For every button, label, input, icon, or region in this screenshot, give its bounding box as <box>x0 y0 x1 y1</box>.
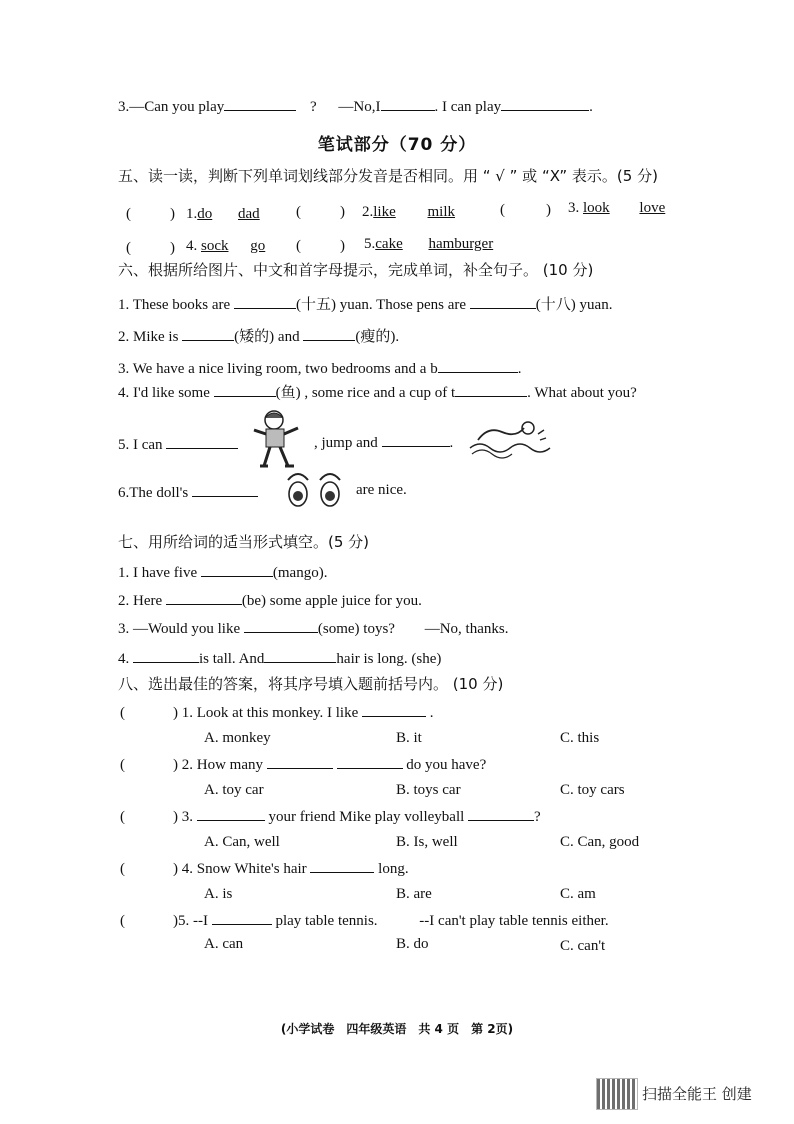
s8-q2-option-c: C. toy cars <box>560 782 625 798</box>
s8-q2-option-b: B. toys car <box>396 782 461 798</box>
s8-q4-option-a: A. is <box>204 886 233 902</box>
s6-line-5b: , jump and . <box>314 432 453 453</box>
page-footer: (小学试卷 四年级英语 共 4 页 第 2页) <box>280 1022 514 1036</box>
s8-q2-option-a: A. toy car <box>204 782 264 798</box>
blank <box>234 294 296 309</box>
scanner-watermark <box>596 1076 786 1110</box>
blank <box>455 382 527 397</box>
eyes-icon <box>284 470 348 514</box>
section-7-heading: 七、用所给词的适当形式填空。(5 分) <box>118 533 370 551</box>
s7-line-1: 1. I have five (mango). <box>118 562 327 583</box>
s6-line-2: 2. Mike is (矮的) and (瘦的). <box>118 326 399 347</box>
blank <box>166 590 242 605</box>
s5-paren: ) <box>170 240 175 256</box>
blank <box>133 648 199 663</box>
s5-item-4: 4. sock go <box>186 238 266 254</box>
s5-paren: ) <box>170 206 175 222</box>
s7-line-3: 3. —Would you like (some) toys? —No, thanks. <box>118 618 508 639</box>
running-boy-icon <box>252 408 304 472</box>
blank <box>182 326 234 341</box>
s8-q1: ( ) 1. Look at this monkey. I like . <box>120 702 434 723</box>
s8-q4: ( ) 4. Snow White's hair long. <box>120 858 409 879</box>
s8-q3-option-c: C. Can, good <box>560 834 640 850</box>
blank <box>381 96 435 111</box>
s5-paren: ) <box>340 238 345 254</box>
section-8-heading: 八、选出最佳的答案，将其序号填入题前括号内。 (10 分) <box>118 675 504 693</box>
s5-paren: ( <box>296 204 301 220</box>
s6-line-3: 3. We have a nice living room, two bedrooms and a b . <box>118 358 521 379</box>
blank <box>264 648 336 663</box>
s8-q5-option-b: B. do <box>396 936 429 952</box>
blank <box>303 326 355 341</box>
blank <box>438 358 518 373</box>
s6-line-1: 1. These books are (十五) yuan. Those pens are (十八) yuan. <box>118 294 612 315</box>
section-title: 笔试部分（70 分） <box>317 135 477 155</box>
s6-line-6: 6.The doll's <box>118 482 258 503</box>
blank <box>212 910 272 925</box>
blank <box>362 702 426 717</box>
s8-q5-option-c: C. can't <box>560 938 606 954</box>
s5-paren: ) <box>546 202 551 218</box>
qr-code-icon <box>596 1078 638 1110</box>
s5-paren: ( <box>126 240 131 256</box>
s8-q3-option-a: A. Can, well <box>204 834 280 850</box>
s5-paren: ( <box>296 238 301 254</box>
blank <box>382 432 450 447</box>
s7-line-4: 4. is tall. And hair is long. (she) <box>118 648 441 669</box>
s8-q4-option-c: C. am <box>560 886 596 902</box>
s8-q2: ( ) 2. How many do you have? <box>120 754 486 775</box>
blank <box>166 434 238 449</box>
s8-q3: ( ) 3. your friend Mike play volleyball ? <box>120 806 541 827</box>
s5-paren: ( <box>126 206 131 222</box>
blank <box>267 754 333 769</box>
s8-q1-option-c: C. this <box>560 730 600 746</box>
s8-q5-option-a: A. can <box>204 936 244 952</box>
listening-q3: 3.—Can you play ? —No,I . I can play . <box>118 96 593 117</box>
blank <box>201 562 273 577</box>
blank <box>337 754 403 769</box>
section-6-heading: 六、根据所给图片、中文和首字母提示，完成单词，补全句子。 (10 分) <box>118 261 594 279</box>
scanner-label: 扫描全能王 创建 <box>642 1085 752 1103</box>
s5-paren: ) <box>340 204 345 220</box>
blank <box>192 482 258 497</box>
s6-line-6b: are nice. <box>356 482 407 498</box>
blank <box>501 96 589 111</box>
blank <box>468 806 534 821</box>
s8-q3-option-b: B. Is, well <box>396 834 458 850</box>
s8-q1-option-a: A. monkey <box>204 730 271 746</box>
blank <box>197 806 265 821</box>
blank <box>214 382 276 397</box>
s7-line-2: 2. Here (be) some apple juice for you. <box>118 590 422 611</box>
blank <box>224 96 296 111</box>
s5-item-5: 5.cake hamburger <box>364 236 494 252</box>
section-5-heading: 五、读一读，判断下列单词划线部分发音是否相同。用 “ √ ” 或 “X” 表示。(5 分) <box>118 167 658 185</box>
s5-item-1: 1.do dad <box>186 206 260 222</box>
s5-item-2: 2.like milk <box>362 204 456 220</box>
s8-q4-option-b: B. are <box>396 886 432 902</box>
s6-line-4: 4. I'd like some (鱼) , some rice and a cup of t . What about you? <box>118 382 637 403</box>
s8-q1-option-b: B. it <box>396 730 422 746</box>
s5-item-3: 3. look love <box>568 200 666 216</box>
s8-q5: ( )5. --I play table tennis. --I can't play table tennis either. <box>120 910 609 931</box>
s6-line-5: 5. I can <box>118 434 238 455</box>
blank <box>310 858 374 873</box>
blank <box>244 618 318 633</box>
blank <box>470 294 536 309</box>
swimming-icon <box>468 418 550 458</box>
s5-paren: ( <box>500 202 505 218</box>
